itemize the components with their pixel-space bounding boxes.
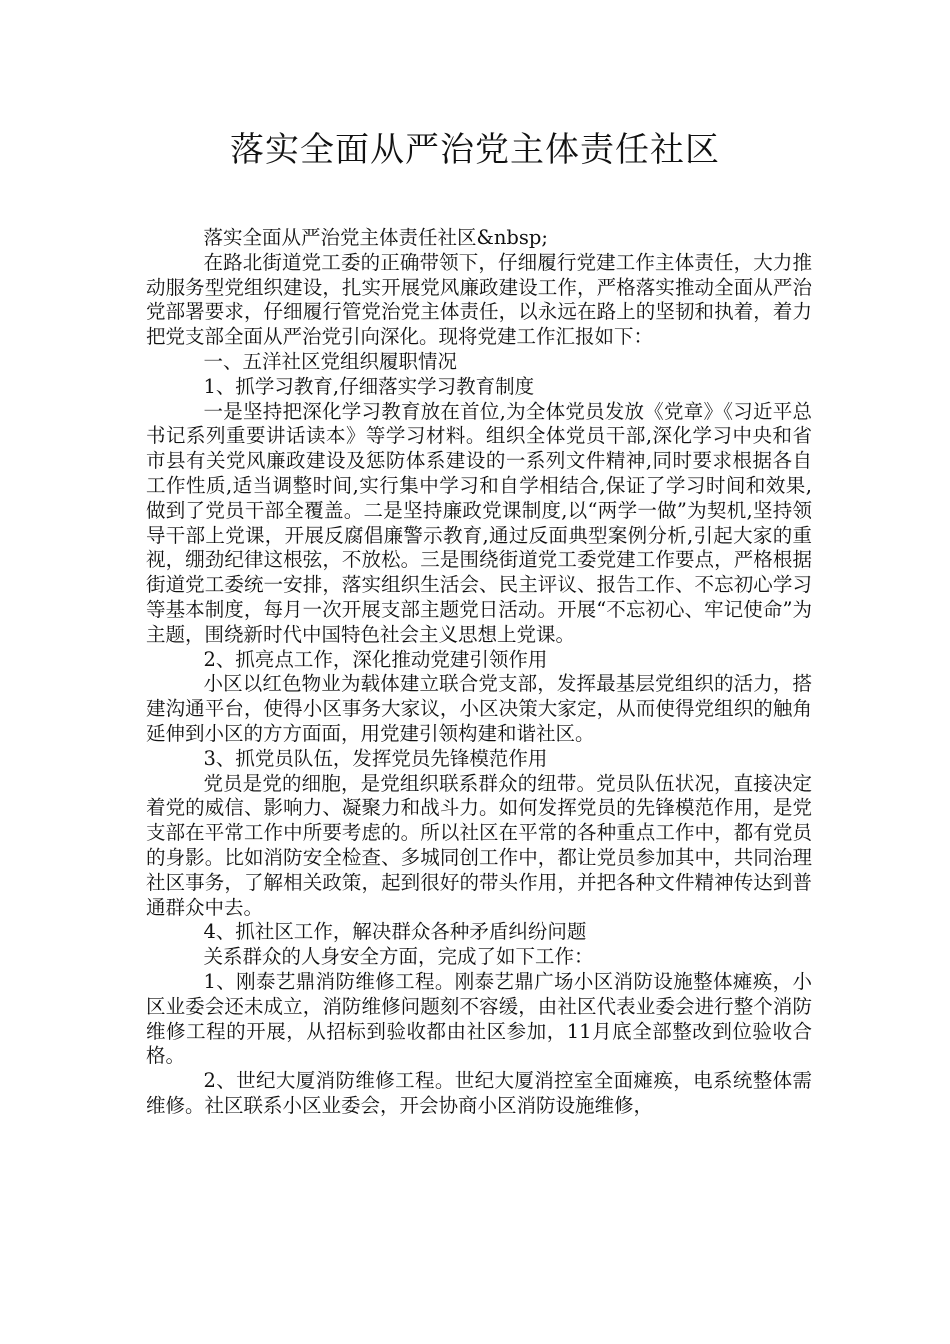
paragraph-safety-intro: 关系群众的人身安全方面，完成了如下工作：	[203, 945, 594, 969]
paragraph-item-1: 1、刚泰艺鼎消防维修工程。刚泰艺鼎广场小区消防设施整体瘫痪，小区业委会还未成立，消防维修问题刻不容缓，由社区代表业委会进行整个消防维修工程的开展，从招标到验收都由社区参加，11月底全部整改到位验收合格。	[146, 969, 812, 1068]
document-title: 落实全面从严治党主体责任社区	[230, 130, 720, 170]
subsection-heading-3: 3、抓党员队伍，发挥党员先锋模范作用	[203, 746, 548, 770]
paragraph-intro: 在路北街道党工委的正确带领下，仔细履行党建工作主体责任，大力推动服务型党组织建设，扎实开展党风廉政建设工作，严格落实推动全面从严治党部署要求，仔细履行管党治党主体责任，以永远在路上的坚韧和执着，着力把党支部全面从严治党引向深化。现将党建工作汇报如下：	[146, 250, 812, 349]
paragraph-members: 党员是党的细胞，是党组织联系群众的纽带。党员队伍状况，直接决定着党的威信、影响力、凝聚力和战斗力。如何发挥党员的先锋模范作用，是党支部在平常工作中所要考虑的。所以社区在平常的各种重点工作中，都有党员的身影。比如消防安全检查、多城同创工作中，都让党员参加其中，共同治理社区事务，了解相关政策，起到很好的带头作用，并把各种文件精神传达到普通群众中去。	[146, 771, 812, 919]
paragraph-item-2: 2、世纪大厦消防维修工程。世纪大厦消控室全面瘫痪，电系统整体需维修。社区联系小区业委会，开会协商小区消防设施维修，	[146, 1069, 812, 1117]
subsection-heading-1: 1、抓学习教育,仔细落实学习教育制度	[203, 374, 535, 398]
subsection-heading-4: 4、抓社区工作，解决群众各种矛盾纠纷问题	[203, 920, 587, 944]
section-heading-1: 一、五洋社区党组织履职情况	[203, 349, 458, 373]
document-body	[146, 226, 812, 1119]
subsection-heading-2: 2、抓亮点工作，深化推动党建引领作用	[203, 647, 548, 671]
paragraph-highlight: 小区以红色物业为载体建立联合党支部，发挥最基层党组织的活力，搭建沟通平台，使得小区事务大家议，小区决策大家定，从而使得党组织的触角延伸到小区的方方面面，用党建引领构建和谐社区。	[146, 672, 812, 745]
paragraph-study: 一是坚持把深化学习教育放在首位,为全体党员发放《党章》《习近平总书记系列重要讲话读本》等学习材料。组织全体党员干部,深化学习中央和省市县有关党风廉政建设及惩防体系建设的一系列文件精神,同时要求根据各自工作性质,适当调整时间,实行集中学习和自学相结合,保证了学习时间和效果,做到了党员干部全覆盖。二是坚持廉政党课制度,以“两学一做”为契机,坚持领导干部上党课，开展反腐倡廉警示教育,通过反面典型案例分析,引起大家的重视，绷劲纪律这根弦，不放松。三是围绕街道党工委党建工作要点，严格根据街道党工委统一安排，落实组织生活会、民主评议、报告工作、不忘初心学习等基本制度，每月一次开展支部主题党日活动。开展“不忘初心、牢记使命”为主题，围绕新时代中国特色社会主义思想上党课。	[146, 399, 812, 646]
paragraph-intro-heading: 落实全面从严治党主体责任社区&nbsp;	[203, 226, 548, 249]
